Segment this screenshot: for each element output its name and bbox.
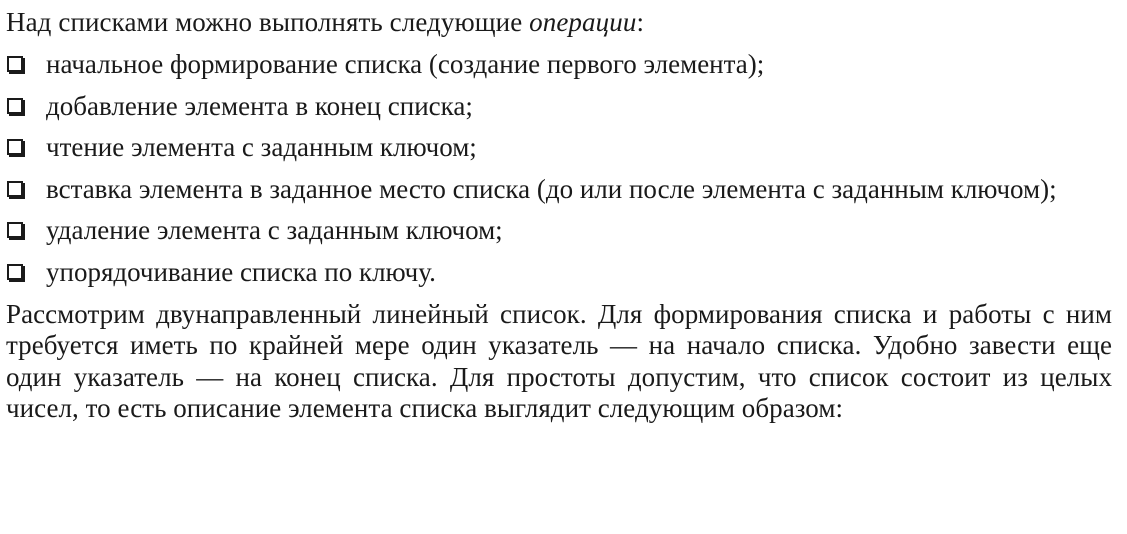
list-item bbox=[6, 254, 1112, 290]
list-item-text: удаление элемента с заданным ключом; bbox=[46, 215, 503, 245]
hollow-square-icon bbox=[7, 139, 23, 155]
intro-text: Над списками можно выполнять следующие bbox=[6, 7, 530, 37]
intro-colon: : bbox=[636, 7, 645, 37]
hollow-square-icon bbox=[7, 98, 23, 114]
list-item-text: начальное формирование списка (создание первого элемента); bbox=[46, 49, 765, 79]
body-paragraph: Рассмотрим двунаправленный линейный список. Для формирования списка и работы с ним требуется иметь по крайней мере один указатель — на начало списка. Удобно завести еще один указатель — на конец списка. Для простоты допустим, что список состоит из целых чисел, то есть описание элемента списка выглядит следующим образом: bbox=[6, 298, 1112, 423]
list-item bbox=[6, 129, 1112, 165]
hollow-square-icon bbox=[7, 264, 23, 280]
list-item bbox=[6, 88, 1112, 124]
intro-sentence bbox=[6, 0, 1112, 42]
hollow-square-icon bbox=[7, 222, 23, 238]
document-page bbox=[6, 0, 1112, 425]
hollow-square-icon bbox=[7, 181, 23, 197]
operations-list bbox=[6, 46, 1112, 290]
list-item-text: добавление элемента в конец списка; bbox=[46, 90, 473, 121]
list-item-text: вставка элемента в заданное место списка (до или после элемента с заданным ключом); bbox=[46, 173, 1057, 204]
list-item-text: упорядочивание списка по ключу. bbox=[46, 256, 436, 287]
intro-emphasis: операции bbox=[529, 7, 637, 37]
hollow-square-icon bbox=[7, 56, 23, 72]
list-item bbox=[6, 171, 1112, 207]
list-item bbox=[6, 212, 1112, 248]
list-item-text: чтение элемента с заданным ключом; bbox=[46, 132, 477, 162]
list-item bbox=[6, 46, 1112, 82]
